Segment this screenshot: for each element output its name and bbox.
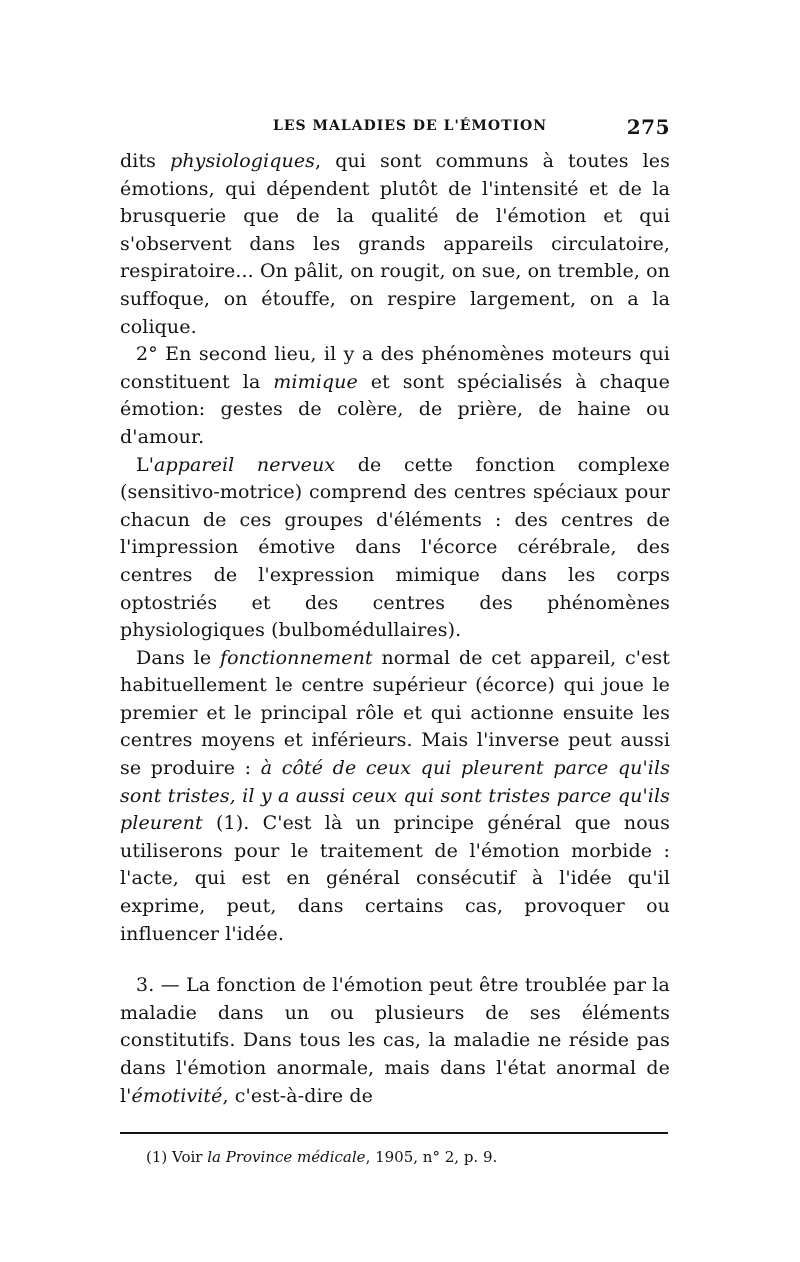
footnote-emphasis: la Province médicale: [207, 1148, 366, 1167]
running-head: [120, 108, 670, 148]
paragraph-1-text-b: , qui sont communs à toutes les émotions, qui dépendent plutôt de l'intensité et de la brusquerie que de la qualité de l'émotion et qui s'observent dans les grands appareils circulatoire, respiratoire... On pâlit, on rougit, on sue, on tremble, on suffoque, on étouffe, on respire largement, on a la colique.: [120, 150, 670, 338]
paragraph-3: [120, 452, 670, 645]
footnote: [120, 1148, 670, 1166]
paragraph-3-text-a: L': [136, 453, 155, 476]
paragraph-4-emphasis-b: à côté de ceux qui pleurent parce qu'ils sont tristes, il y a aussi ceux qui sont tristes parce qu'ils pleurent: [120, 757, 671, 835]
page-number: 275: [626, 115, 670, 139]
paragraph-4: [120, 645, 670, 949]
footnote-text-b: , 1905, n° 2, p. 9.: [365, 1148, 498, 1167]
body-text: [120, 148, 670, 1110]
paragraph-3-emphasis: appareil nerveux: [154, 453, 336, 476]
paragraph-4-text-a: Dans le: [136, 646, 220, 669]
paragraph-5-text-b: , c'est-à-dire de: [222, 1084, 373, 1107]
paragraph-1-emphasis: physiologiques: [170, 150, 316, 172]
book-page: [120, 108, 670, 1166]
paragraph-5: [120, 972, 670, 1110]
paragraph-5-emphasis: émotivité: [131, 1084, 223, 1107]
footnote-divider: [120, 1132, 668, 1134]
paragraph-4-text-b: normal de cet appareil, c'est habituellement le centre supérieur (écorce) qui joue le premier et le principal rôle et qui actionne ensuite les centres moyens et inférieurs. Mais l'inverse peut aussi se produire :: [120, 646, 670, 780]
footnote-text-a: (1) Voir: [146, 1148, 208, 1167]
paragraph-3-text-b: de cette fonction complexe (sensitivo-motrice) comprend des centres spéciaux pour chacun de ces groupes d'éléments : des centres de l'impression émotive dans l'écorce cérébrale, des centres de l'expression mimique dans les corps optostriés et des centres des phénomènes physiologiques (bulbomédullaires).: [120, 453, 670, 642]
running-title: LES MALADIES DE L'ÉMOTION: [273, 118, 548, 134]
paragraph-5-text-a: 3. — La fonction de l'émotion peut être troublée par la maladie dans un ou plusieurs de ses éléments constitutifs. Dans tous les cas, la maladie ne réside pas dans l'émotion anormale, mais dans l'état anormal de l': [120, 974, 670, 1107]
paragraph-2: [120, 341, 670, 451]
paragraph-4-text-c: (1). C'est là un principe général que nous utiliserons pour le traitement de l'émotion morbide : l'acte, qui est en général consécutif à l'idée qu'il exprime, peut, dans certains cas, provoquer ou influencer l'idée.: [120, 812, 670, 945]
paragraph-2-text-a: 2° En second lieu, il y a des phénomènes moteurs qui constituent la: [120, 343, 670, 393]
paragraph-1-text-a: dits: [120, 150, 171, 172]
paragraph-4-emphasis-a: fonctionnement: [219, 646, 373, 669]
paragraph-2-text-b: et sont spécialisés à chaque émotion: gestes de colère, de prière, de haine ou d'amour.: [120, 370, 670, 448]
paragraph-1: [120, 148, 670, 341]
paragraph-2-emphasis: mimique: [273, 370, 358, 393]
